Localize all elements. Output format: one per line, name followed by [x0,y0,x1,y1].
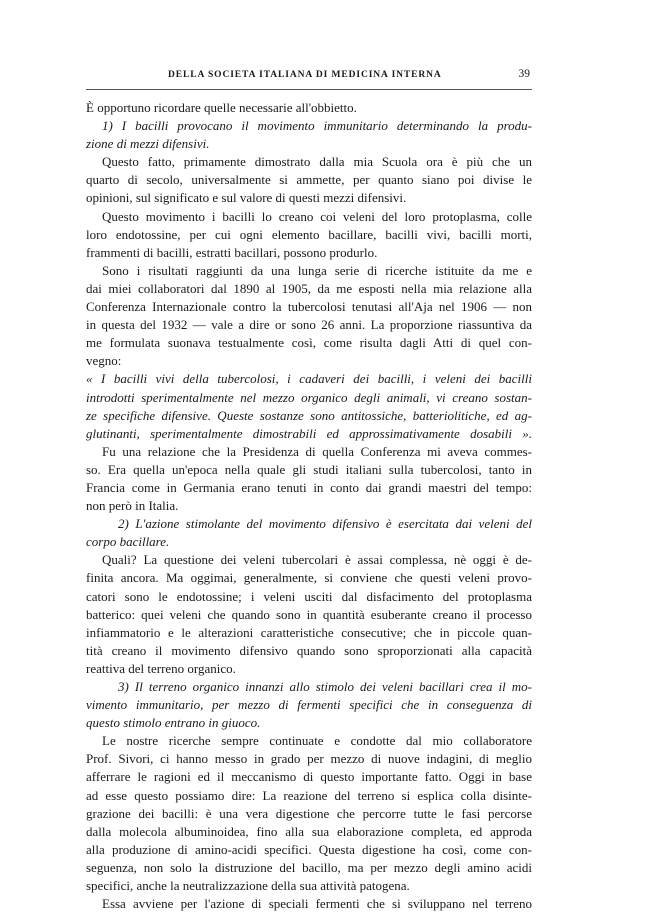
text-line: reattiva del terreno organico. [86,660,236,676]
text-line: seguenza, non solo la distruzione del bacillo, ma per mezzo degli amino acidi [86,859,532,875]
text-line: dalla molecola albuminoidea, fino alla sua elaborazione completa, ed approda [86,823,532,839]
text-line: « I bacilli vivi della tubercolosi, i cadaveri dei bacilli, i veleni dei bacilli [86,371,532,387]
text-line: grazione dei bacilli: è una vera digestione che percorre tutte le fasi percorse [86,805,532,821]
text-line: dai miei collaboratori dal 1890 al 1905, da me esposti nella mia relazione alla [86,280,532,296]
text-line: Prof. Sivori, ci hanno messo in grado per mezzo di nuove indagini, di meglio [86,751,532,767]
text-line: glutinanti, sperimentalmente dimostrabili ed approssimativamente dosabili ». [86,425,532,441]
text-line: tità creano il movimento difensivo quando sono sproporzionati alla capacità [86,642,532,658]
text-line: Francia come in Germania erano tenuti in conto dai grandi maestri del tempo: [86,479,532,495]
text-line: infiammatorio e le alterazioni caratteristiche consecutive; che in piccole quan- [86,624,532,640]
text-line: 2) L'azione stimolante del movimento difensivo è esercitata dai veleni del [118,516,532,532]
text-line: Essa avviene per l'azione di speciali fermenti che si sviluppano nel terreno [102,896,532,912]
text-line: corpo bacillare. [86,534,170,550]
text-line: batterico: quei veleni che quando sono in quantità esuberante creano il processo [86,606,532,622]
text-line: afferrare le ragioni ed il meccanismo di questo importante fatto. Oggi in base [86,769,532,785]
text-line: 3) Il terreno organico innanzi allo stimolo dei veleni bacillari crea il mo- [118,679,532,694]
text-line: 1) I bacilli provocano il movimento immunitario determinando la produ- [102,118,532,134]
text-line: finita ancora. Ma oggimai, generalmente, si conviene che questi veleni provo- [86,570,532,586]
text-line: opinioni, sul significato e sul valore di questi mezzi difensivi. [86,190,407,206]
running-title: DELLA SOCIETA ITALIANA DI MEDICINA INTERNA [168,70,442,80]
text-line: ad esse questo possiamo dire: La reazione del terreno si esplica colla disinte- [86,787,532,803]
text-line: Quali? La questione dei veleni tubercolari è assai complessa, nè oggi è de- [102,552,532,568]
page-number: 39 [518,68,530,80]
text-line: Sono i risultati raggiunti da una lunga serie di ricerche istituite da me e [102,262,532,278]
text-line: quarto di secolo, universalmente si ammette, per quanto siano poi divise le [86,172,532,188]
text-line: È opportuno ricordare quelle necessarie all'obbietto. [86,100,357,115]
text-line: loro endotossine, per cui ogni elemento bacillare, bacilli vivi, bacilli morti, [86,226,532,242]
body-text [86,99,532,913]
text-line: so. Era quella un'epoca nella quale gli studi italiani sulla tubercolosi, tanto in [86,461,532,477]
text-line: ze specifiche difensive. Queste sostanze sono antitossiche, batteriolitiche, ed ag- [86,407,532,423]
text-line: alla produzione di amino-acidi specifici. Questa digestione ha così, come con- [86,841,532,857]
text-line: specifici, anche la neutralizzazione della sua attività patogena. [86,878,410,894]
text-line: Le nostre ricerche sempre continuate e condotte dal mio collaboratore [102,733,532,749]
text-line: non però in Italia. [86,498,179,514]
text-line: frammenti di bacilli, estratti bacillari, possono produrlo. [86,244,378,260]
text-line: me formulata suonava testualmente così, come risulta dagli Atti di quel con- [86,335,532,351]
text-line: zione di mezzi difensivi. [86,136,210,152]
text-line: Questo movimento i bacilli lo creano coi veleni del loro protoplasma, colle [102,208,532,224]
header-rule [86,89,532,90]
text-line: Fu una relazione che la Presidenza di quella Conferenza mi aveva commes- [102,443,532,459]
text-line: vegno: [86,353,122,369]
text-line: introdotti sperimentalmente nel mezzo organico degli animali, vi creano sostan- [86,389,532,405]
text-line: Conferenza Internazionale contro la tubercolosi tenutasi all'Aja nel 1906 — non [86,299,532,315]
running-header [86,66,532,84]
text-line: in questa del 1932 — vale a dire or sono 26 anni. La proporzione riassuntiva da [86,317,532,333]
text-line: vimento immunitario, per mezzo di fermenti specifici che in conseguenza di [86,697,532,713]
text-line: Questo fatto, primamente dimostrato dalla mia Scuola ora è più che un [102,154,532,170]
text-line: catori sono le endotossine; i veleni usciti dal disfacimento del protoplasma [86,588,532,604]
text-line: questo stimolo entrano in giuoco. [86,715,261,731]
